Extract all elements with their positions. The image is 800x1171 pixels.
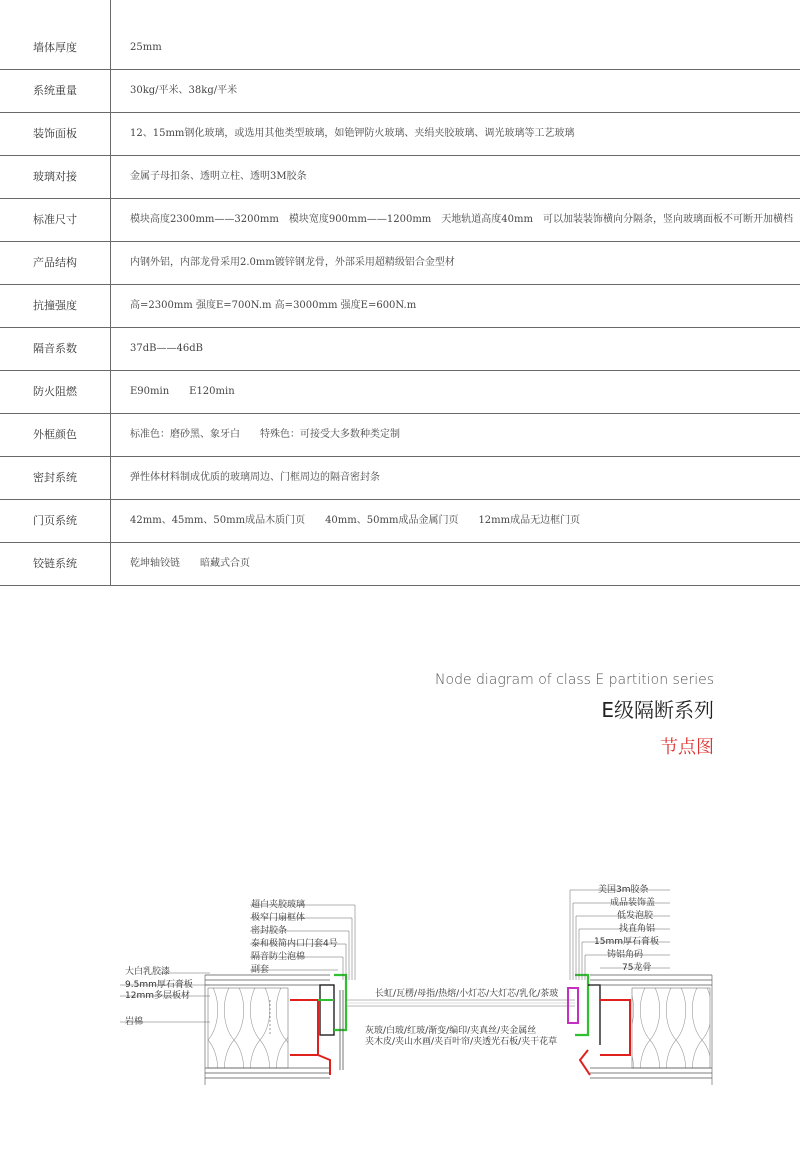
label-ultra-clear-laminated-glass: 超白夹胶玻璃 xyxy=(251,900,306,910)
row-value: 37dB——46dB xyxy=(130,343,203,354)
node-diagram-drawing xyxy=(0,860,800,1100)
row-value: 弹性体材料制成优质的玻璃周边、门框周边的隔音密封条 xyxy=(130,472,380,483)
row-value: 高=2300mm 强度E=700N.m 高=3000mm 强度E=600N.m xyxy=(130,300,417,311)
column-divider xyxy=(110,27,111,69)
column-divider xyxy=(110,113,111,155)
table-row xyxy=(0,500,800,543)
table-row xyxy=(0,113,800,156)
row-label: 抗撞强度 xyxy=(33,299,77,312)
left-wall xyxy=(205,975,330,1085)
label-sub-casing: 副套 xyxy=(251,965,270,975)
row-value: E90min E120min xyxy=(130,386,235,397)
column-divider xyxy=(110,414,111,456)
table-row xyxy=(0,457,800,500)
column-divider xyxy=(110,543,111,585)
label-3m-tape: 美国3m胶条 xyxy=(598,885,649,895)
row-label: 系统重量 xyxy=(33,84,77,97)
row-label: 玻璃对接 xyxy=(33,170,77,183)
row-value: 30kg/平米、38kg/平米 xyxy=(130,85,238,96)
table-row xyxy=(0,285,800,328)
row-value: 模块高度2300mm——3200mm 模块宽度900mm——1200mm 天地轨道高度40mm 可以加装装饰横向分隔条，竖向玻璃面板不可断开加横档 xyxy=(130,214,793,225)
column-divider xyxy=(110,199,111,241)
row-label: 装饰面板 xyxy=(33,127,77,140)
right-frame xyxy=(568,975,630,1075)
label-75-keel: 75龙骨 xyxy=(622,963,652,973)
node-diagram xyxy=(0,860,800,1100)
label-door-casing: 泰和极简内口门套4号 xyxy=(251,939,338,949)
table-row xyxy=(0,414,800,457)
column-divider xyxy=(110,457,111,499)
label-sealing-strip: 密封胶条 xyxy=(251,926,288,936)
table-row xyxy=(0,242,800,285)
column-divider xyxy=(110,500,111,542)
row-label: 密封系统 xyxy=(33,471,77,484)
column-divider xyxy=(110,328,111,370)
table-row xyxy=(0,27,800,70)
row-value: 内钢外铝，内部龙骨采用2.0mm镀锌钢龙骨，外部采用超精级铝合金型材 xyxy=(130,257,455,268)
row-label: 铰链系统 xyxy=(33,557,77,570)
label-plywood: 12mm多层板材 xyxy=(125,991,190,1001)
row-label: 外框颜色 xyxy=(33,428,77,441)
row-value: 42mm、45mm、50mm成品木质门页 40mm、50mm成品金属门页 12mm成品无边框门页 xyxy=(130,515,581,526)
row-label: 墙体厚度 xyxy=(33,41,77,54)
left-frame xyxy=(290,975,346,1075)
table-row xyxy=(0,70,800,113)
label-glass-types-1: 长虹/瓦楞/母指/热熔/小灯芯/大灯芯/乳化/茶玻 xyxy=(375,989,559,999)
row-value: 12、15mm钢化玻璃，或选用其他类型玻璃，如铯钾防火玻璃、夹绢夹胶玻璃、调光玻璃等工艺玻璃 xyxy=(130,128,575,139)
column-divider xyxy=(110,371,111,413)
label-narrow-door-frame: 极窄门扇框体 xyxy=(251,913,306,923)
label-cast-aluminum-bracket: 铸铝角码 xyxy=(607,950,644,960)
spec-table xyxy=(0,27,800,586)
table-row xyxy=(0,199,800,242)
row-label: 隔音系数 xyxy=(33,342,77,355)
label-gypsum-board: 9.5mm厚石膏板 xyxy=(125,980,193,990)
column-divider xyxy=(110,242,111,284)
row-label: 防火阻燃 xyxy=(33,385,77,398)
label-glass-types-2: 灰玻/白玻/红玻/渐变/编印/夹真丝/夹金属丝 xyxy=(365,1026,537,1036)
column-divider xyxy=(110,285,111,327)
row-label: 产品结构 xyxy=(33,256,77,269)
label-glass-types-3: 夹木皮/夹山水画/夹百叶帘/夹透光石板/夹干花草 xyxy=(365,1037,558,1047)
label-gypsum-board-right: 15mm厚石膏板 xyxy=(594,937,659,947)
label-soundproof-foam: 隔音防尘泡棉 xyxy=(251,952,306,962)
table-row xyxy=(0,156,800,199)
heading-subtitle: 节点图 xyxy=(660,737,714,758)
row-value: 金属子母扣条、透明立柱、透明3M胶条 xyxy=(130,171,307,182)
table-row xyxy=(0,543,800,586)
column-divider xyxy=(110,156,111,198)
row-value: 乾坤轴铰链 暗藏式合页 xyxy=(130,558,250,569)
table-row xyxy=(0,328,800,371)
label-decorative-cover: 成品装饰盖 xyxy=(610,898,656,908)
row-label: 门页系统 xyxy=(33,514,77,527)
label-low-foam-glue: 低发泡胶 xyxy=(617,911,654,921)
right-wall xyxy=(590,975,712,1085)
heading-chinese: E级隔断系列 xyxy=(601,698,714,722)
glass-panel xyxy=(346,1000,575,1006)
row-label: 标准尺寸 xyxy=(33,213,77,226)
label-latex-paint: 大白乳胶漆 xyxy=(125,967,171,977)
table-top-divider xyxy=(110,0,111,27)
row-value: 标准色：磨砂黑、象牙白 特殊色：可接受大多数种类定制 xyxy=(130,429,400,440)
row-value: 25mm xyxy=(130,42,162,53)
column-divider xyxy=(110,70,111,112)
label-rock-wool: 岩棉 xyxy=(125,1017,144,1027)
label-right-angle-aluminum: 找直角铝 xyxy=(619,924,656,934)
heading-english: Node diagram of class E partition series xyxy=(435,672,714,688)
table-row xyxy=(0,371,800,414)
